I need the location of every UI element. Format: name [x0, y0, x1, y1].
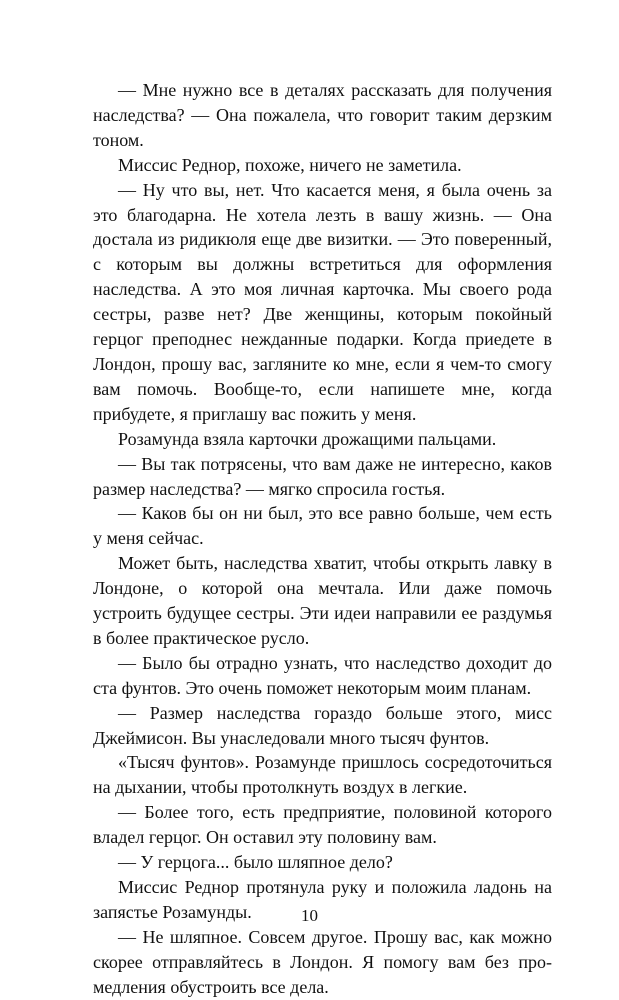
- paragraph: — Каков бы он ни был, это все равно больше, чем есть у меня сейчас.: [93, 503, 552, 549]
- page-number: 10: [301, 906, 318, 925]
- paragraph: — Было бы отрадно узнать, что наследство доходит до ста фунтов. Это очень поможет некоторым моим планам.: [93, 652, 552, 698]
- paragraph: Миссис Реднор, похоже, ничего не заметила.: [118, 154, 462, 175]
- paragraph: Миссис Реднор протянула руку и положила ладонь на запястье Розамунды.: [93, 877, 552, 922]
- paragraph: — Ну что вы, нет. Что касается меня, я была очень за это благодарна. Не хотела лезть в вашу жизнь. — Она достала из ридикюля еще две визитки. — Это поверенный, с которым вы должны встретиться для оформления наследства. А это моя личная карточка. Мы своего рода сестры, разве нет? Две женщины, которым покойный герцог преподнес нежданные подарки. Когда приедете в Лондон, прошу вас, загляните ко мне, если я чем-то смогу вам помочь. Вообще-то, если напишете мне, когда прибудете, я приглашу вас пожить у меня.: [93, 179, 552, 424]
- paragraph: — У герцога... было шляпное дело?: [118, 852, 393, 873]
- paragraph: — Вы так потрясены, что вам даже не интересно, каков размер наследства? — мягко спросила гостья.: [93, 453, 552, 499]
- paragraph: «Тысяч фунтов». Розамунде пришлось сосредоточиться на дыхании, чтобы протолкнуть воздух в легкие.: [93, 752, 552, 798]
- paragraph: — Не шляпное. Совсем другое. Прошу вас, как можно скорее отправляйтесь в Лондон. Я помогу вам без промедления обустроить все дела.: [93, 926, 552, 997]
- paragraph: — Более того, есть предприятие, половиной которого владел герцог. Он оставил эту половину вам.: [93, 802, 552, 848]
- paragraph: Может быть, наследства хватит, чтобы открыть лавку в Лондоне, о которой она мечтала. Или даже помочь устроить будущее сестры. Эти идеи направили ее раздумья в более практическое русло.: [93, 553, 552, 648]
- page-body-text: [93, 78, 552, 1000]
- paragraph: Розамунда взяла карточки дрожащими пальцами.: [118, 428, 497, 449]
- paragraph: — Мне нужно все в деталях рассказать для получения наследства? — Она пожалела, что говорит таким дерзким тоном.: [93, 80, 552, 150]
- paragraph: — Размер наследства гораздо больше этого, мисс Джеймисон. Вы унаследовали много тысяч фунтов.: [93, 702, 552, 748]
